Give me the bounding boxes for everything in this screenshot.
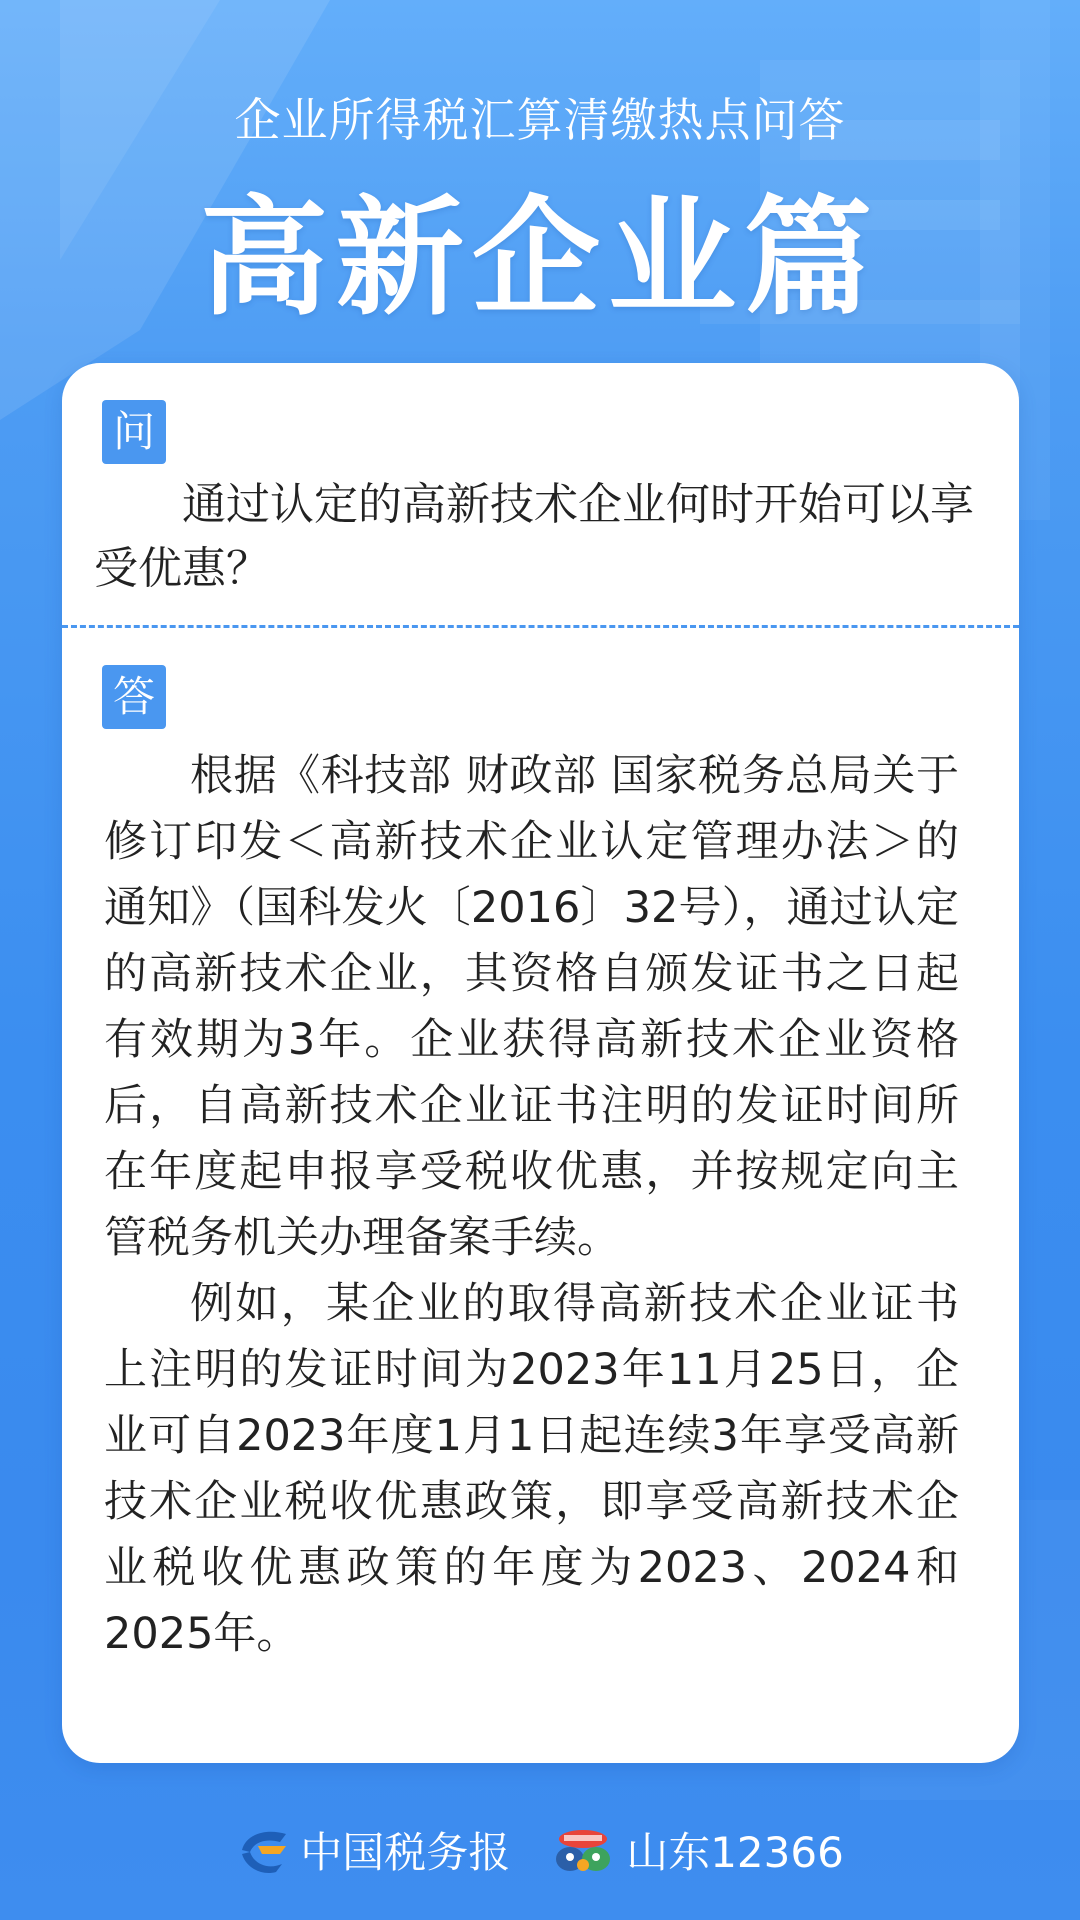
dashed-divider — [62, 625, 1019, 628]
answer-paragraph-2: 例如，某企业的取得高新技术企业证书上注明的发证时间为2023年11月25日，企业可自2023年度1月1日起连续3年享受高新技术企业税收优惠政策，即享受高新技术企业税收优惠政策的年度为2023、2024和2025年。 — [104, 1279, 959, 1659]
question-badge: 问 — [102, 400, 166, 464]
china-tax-news-logo-icon — [236, 1824, 292, 1876]
brand1-label: 中国税务报 — [300, 1828, 511, 1877]
page-subtitle: 企业所得税汇算清缴热点问答 — [234, 93, 846, 147]
page-title: 高新企业篇 — [199, 184, 880, 333]
footer — [0, 1820, 1080, 1880]
question-text — [94, 473, 994, 601]
answer-badge: 答 — [102, 665, 166, 729]
answer-paragraph-1: 根据《科技部 财政部 国家税务总局关于修订印发＜高新技术企业认定管理办法＞的通知》（国科发火〔2016〕32号），通过认定的高新技术企业，其资格自颁发证书之日起有效期为3年。企业获得高新技术企业资格后，自高新技术企业证书注明的发证时间所在年度起申报享受税收优惠，并按规定向主管税务机关办理备案手续。 — [104, 751, 959, 1263]
brand2-label: 山东12366 — [626, 1828, 844, 1877]
footer-brand-shandong-12366 — [548, 1820, 844, 1880]
question-content: 通过认定的高新技术企业何时开始可以享受优惠？ — [94, 479, 974, 594]
footer-brand-china-tax-news — [236, 1820, 510, 1880]
answer-text — [104, 743, 959, 1667]
shandong-12366-mascot-icon — [548, 1825, 618, 1875]
qa-card — [62, 363, 1019, 1763]
